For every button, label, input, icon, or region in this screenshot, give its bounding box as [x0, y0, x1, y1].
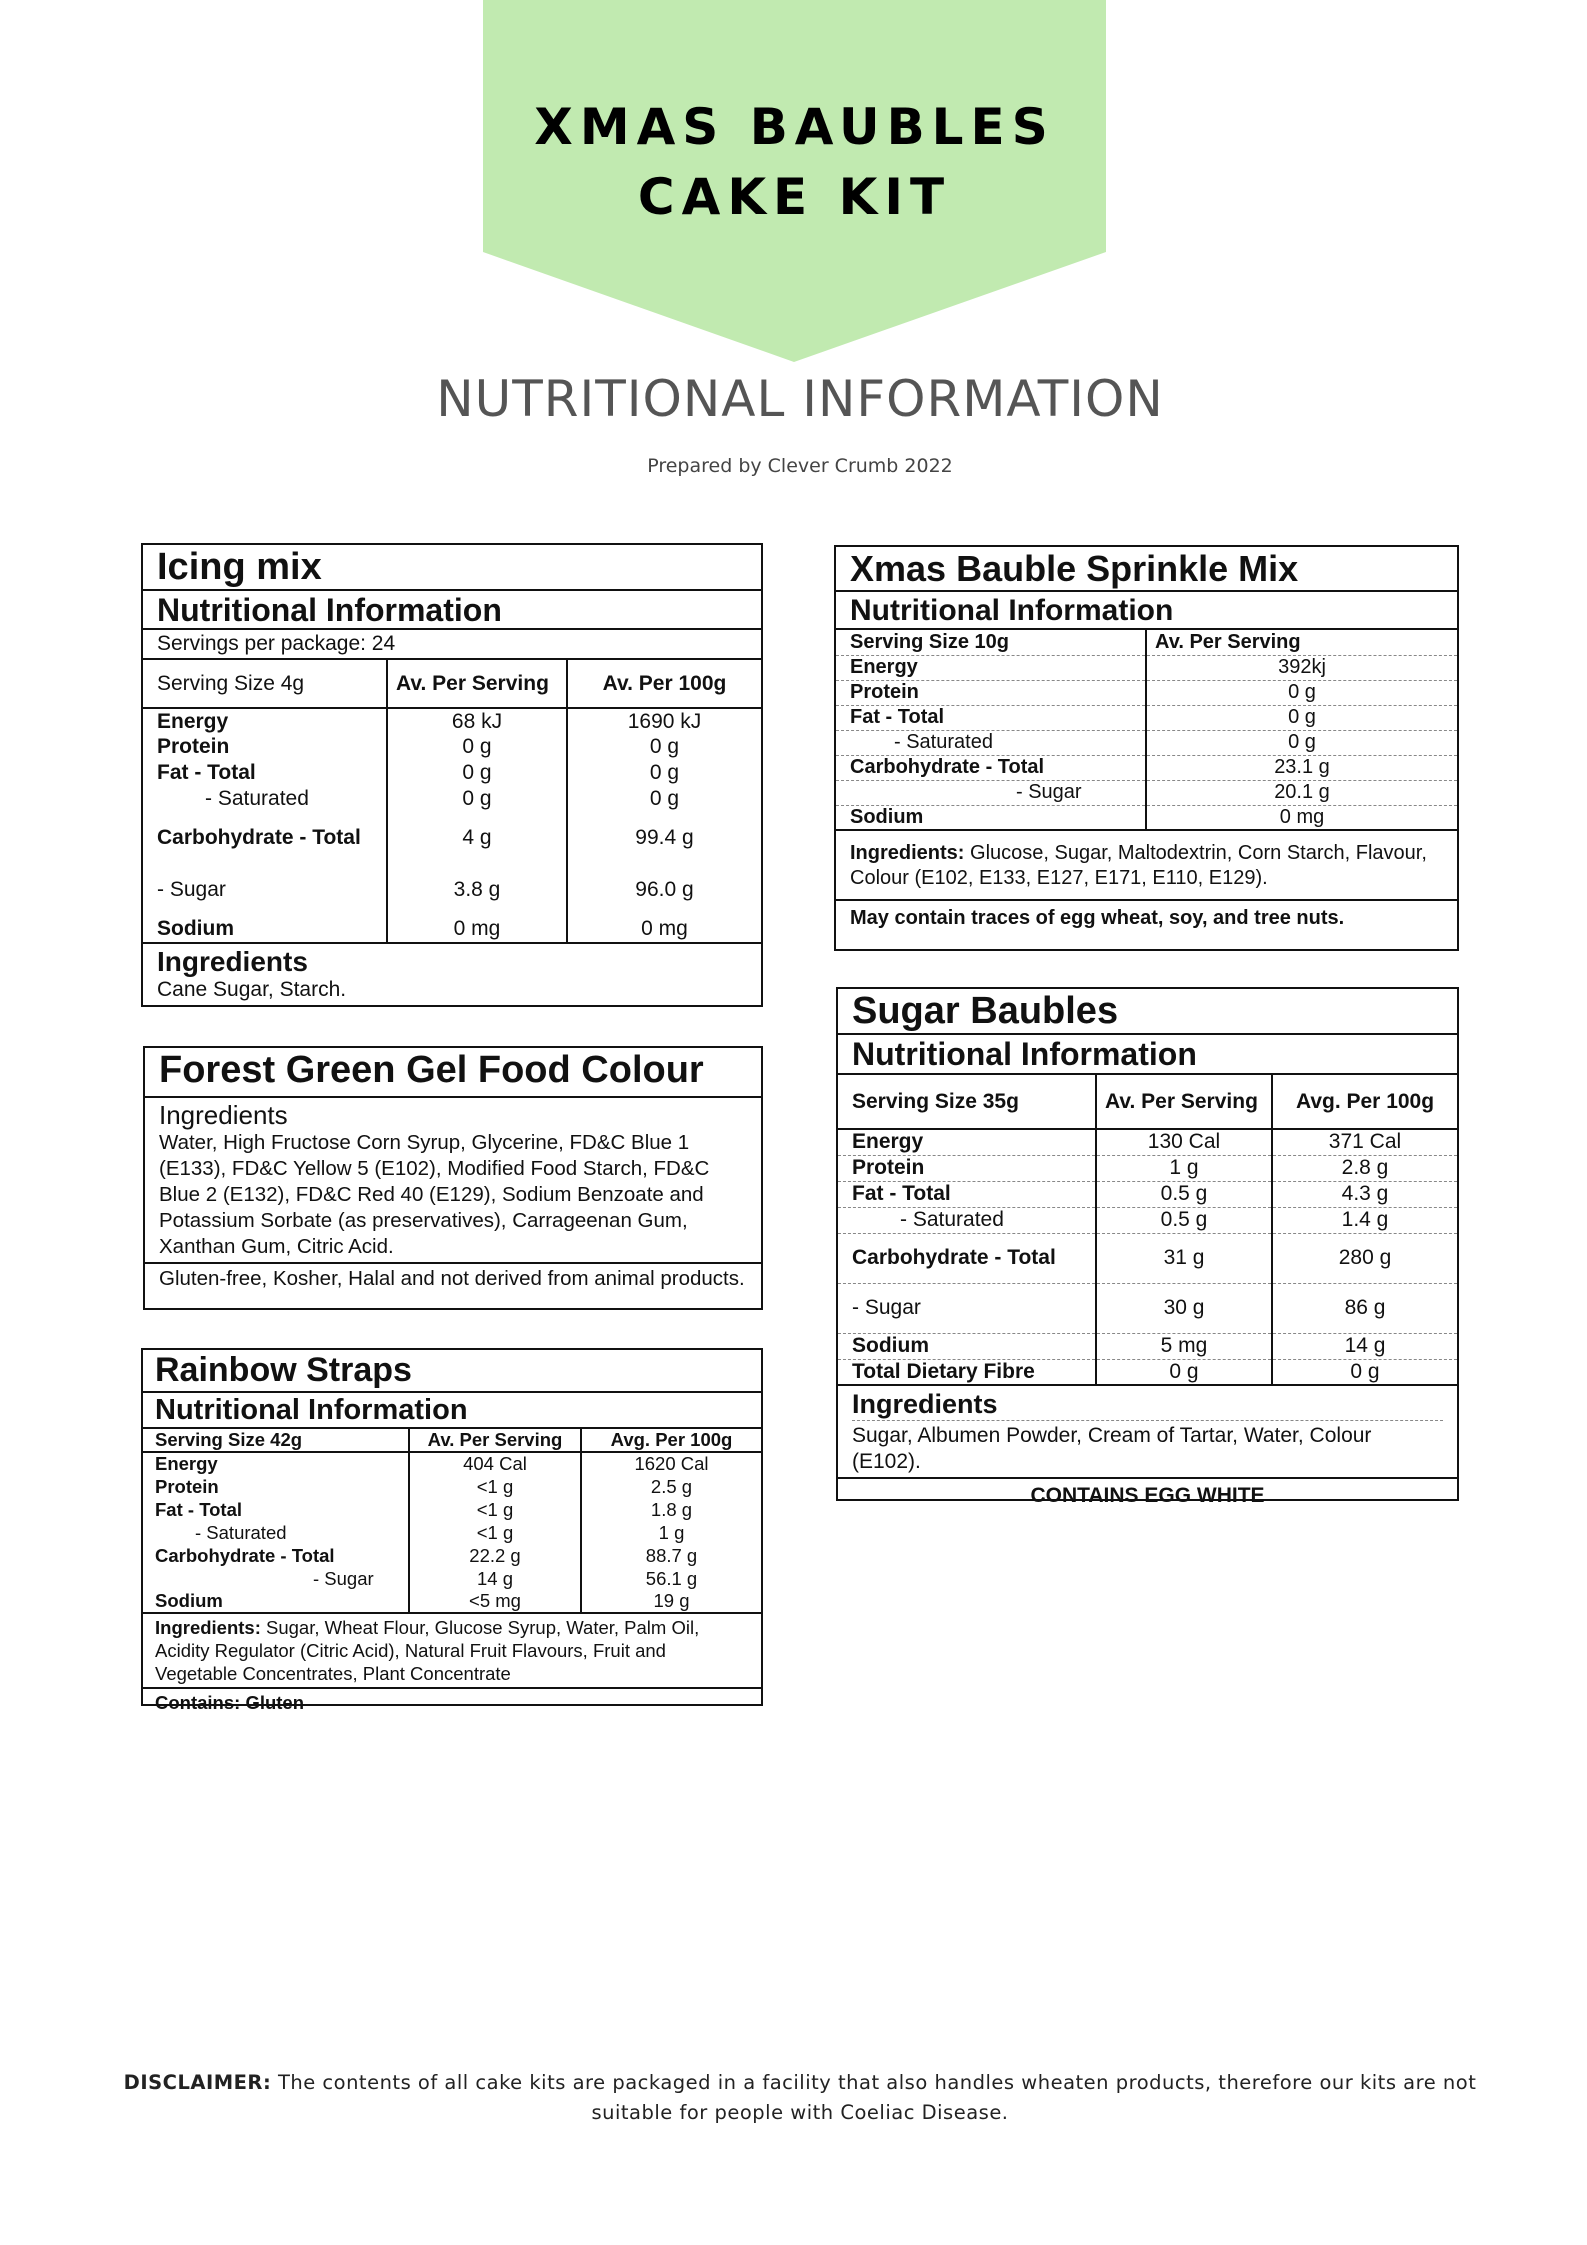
- table-row: [143, 1590, 761, 1613]
- row-value: 1 g: [1096, 1155, 1272, 1181]
- row-value: 0 g: [1272, 1359, 1457, 1385]
- table-row: [838, 1233, 1457, 1283]
- panel-subtitle: Nutritional Information: [836, 592, 1457, 630]
- panel-title: Icing mix: [143, 545, 761, 591]
- ingredients-section: [143, 1614, 761, 1689]
- ingredients-text: Sugar, Wheat Flour, Glucose Syrup, Water, Palm Oil, Acidity Regulator (Citric Acid), Natural Fruit Flavours, Fruit and Vegetable Concentrates, Plant Concentrate: [155, 1617, 700, 1684]
- row-label: Protein: [155, 1475, 219, 1497]
- row-value: 0 g: [387, 734, 567, 760]
- col-header-serving: Av. Per Serving: [409, 1429, 581, 1452]
- row-label: - Sugar: [838, 1283, 1096, 1333]
- table-header-row: [143, 660, 761, 708]
- row-value: 0 mg: [1146, 805, 1457, 830]
- row-value: 0 g: [1146, 730, 1457, 755]
- row-value: 0.5 g: [1096, 1181, 1272, 1207]
- row-label: Fat - Total: [836, 705, 1146, 730]
- row-label: Protein: [157, 735, 230, 759]
- row-value: 280 g: [1272, 1233, 1457, 1283]
- table-row: [836, 780, 1457, 805]
- row-value: 14 g: [409, 1567, 581, 1590]
- table-row: [143, 916, 761, 942]
- row-value: 23.1 g: [1146, 755, 1457, 780]
- rainbow-straps-panel: [141, 1348, 763, 1713]
- row-value: 130 Cal: [1096, 1129, 1272, 1155]
- table-row: [838, 1359, 1457, 1385]
- row-value: 56.1 g: [581, 1567, 761, 1590]
- serving-size: Serving Size 4g: [157, 671, 305, 695]
- row-value: 0 g: [567, 786, 761, 812]
- ingredients-heading: Ingredients: [159, 1100, 288, 1130]
- table-row: [836, 705, 1457, 730]
- serving-size: Serving Size 10g: [836, 630, 1146, 655]
- row-label: - Saturated: [205, 787, 309, 811]
- allergen-warning: May contain traces of egg wheat, soy, and tree nuts.: [850, 907, 1345, 929]
- row-value: 1620 Cal: [581, 1452, 761, 1475]
- row-value: 0 g: [387, 786, 567, 812]
- dietary-note: Gluten-free, Kosher, Halal and not derived from animal products.: [159, 1267, 745, 1290]
- col-header-serving: Av. Per Serving: [1146, 630, 1457, 655]
- table-row: [143, 812, 761, 864]
- panel-title: Forest Green Gel Food Colour: [145, 1048, 761, 1098]
- table-row: [836, 730, 1457, 755]
- row-value: 88.7 g: [581, 1544, 761, 1567]
- row-label: Carbohydrate - Total: [836, 755, 1146, 780]
- row-value: 2.5 g: [581, 1475, 761, 1498]
- row-value: 30 g: [1096, 1283, 1272, 1333]
- row-label: Carbohydrate - Total: [155, 1544, 335, 1566]
- table-row: [838, 1283, 1457, 1333]
- panel-title: Rainbow Straps: [143, 1350, 761, 1393]
- sprinkle-mix-panel: [834, 545, 1459, 951]
- row-value: 0 g: [1096, 1359, 1272, 1385]
- table-row: [838, 1129, 1457, 1155]
- row-value: 14 g: [1272, 1333, 1457, 1359]
- row-label: Energy: [836, 655, 1146, 680]
- row-label: - Saturated: [195, 1521, 287, 1543]
- ingredients-label: Ingredients:: [155, 1617, 261, 1638]
- table-header-row: [838, 1075, 1457, 1129]
- row-label: Sodium: [836, 805, 1146, 830]
- table-row: [143, 734, 761, 760]
- row-value: <5 mg: [409, 1590, 581, 1613]
- ingredients-heading: Ingredients: [852, 1388, 1443, 1421]
- row-label: - Saturated: [836, 730, 1146, 755]
- row-label: Fat - Total: [157, 761, 256, 785]
- row-value: 0 g: [1146, 705, 1457, 730]
- table-header-row: [143, 1429, 761, 1452]
- row-label: Protein: [836, 680, 1146, 705]
- row-label: Carbohydrate - Total: [838, 1233, 1096, 1283]
- row-label: - Sugar: [836, 780, 1146, 805]
- panel-subtitle: Nutritional Information: [838, 1035, 1457, 1075]
- row-value: <1 g: [409, 1521, 581, 1544]
- table-row: [143, 1475, 761, 1498]
- banner-line-2: CAKE KIT: [637, 168, 952, 226]
- nutrition-table: [143, 1429, 761, 1614]
- row-label: Sodium: [157, 917, 234, 941]
- table-row: [143, 1521, 761, 1544]
- disclaimer-label: DISCLAIMER:: [123, 2071, 272, 2094]
- row-value: 86 g: [1272, 1283, 1457, 1333]
- nutrition-table: [836, 630, 1457, 831]
- ingredients-section: [145, 1098, 761, 1264]
- ingredients-section: [836, 831, 1457, 901]
- table-row: [143, 1498, 761, 1521]
- row-value: 4.3 g: [1272, 1181, 1457, 1207]
- table-row: [143, 786, 761, 812]
- row-value: 371 Cal: [1272, 1129, 1457, 1155]
- row-value: 392kj: [1146, 655, 1457, 680]
- row-label: Total Dietary Fibre: [838, 1359, 1096, 1385]
- table-row: [836, 755, 1457, 780]
- panel-title: Sugar Baubles: [838, 989, 1457, 1035]
- row-value: 22.2 g: [409, 1544, 581, 1567]
- table-row: [838, 1333, 1457, 1359]
- banner-title: [483, 92, 1106, 232]
- col-header-100g: Avg. Per 100g: [1272, 1075, 1457, 1129]
- table-row: [836, 680, 1457, 705]
- row-value: <1 g: [409, 1475, 581, 1498]
- disclaimer: [120, 2068, 1480, 2128]
- row-value: 68 kJ: [387, 708, 567, 734]
- table-row: [143, 864, 761, 916]
- row-value: 1.4 g: [1272, 1207, 1457, 1233]
- row-value: 1.8 g: [581, 1498, 761, 1521]
- row-label: - Saturated: [838, 1207, 1096, 1233]
- disclaimer-text: The contents of all cake kits are packaged in a facility that also handles wheaten products, therefore our kits are not suitable for people with Coeliac Disease.: [271, 2071, 1477, 2124]
- allergen-warning: CONTAINS EGG WHITE: [1030, 1484, 1265, 1507]
- row-value: 5 mg: [1096, 1333, 1272, 1359]
- table-row: [143, 1567, 761, 1590]
- col-header-serving: Av. Per Serving: [1096, 1075, 1272, 1129]
- table-row: [838, 1181, 1457, 1207]
- row-value: 2.8 g: [1272, 1155, 1457, 1181]
- ingredients-text: Water, High Fructose Corn Syrup, Glycerine, FD&C Blue 1 (E133), FD&C Yellow 5 (E102), Modified Food Starch, FD&C Blue 2 (E132), FD&C Red 40 (E129), Sodium Benzoate and Potassium Sorbate (as preservatives), Carrageenan Gum, Xanthan Gum, Citric Acid.: [159, 1131, 710, 1258]
- row-value: 3.8 g: [387, 864, 567, 916]
- row-label: Energy: [157, 709, 229, 733]
- row-label: Energy: [838, 1129, 1096, 1155]
- row-value: 20.1 g: [1146, 780, 1457, 805]
- row-value: 99.4 g: [567, 812, 761, 864]
- col-header-serving: Av. Per Serving: [387, 660, 567, 708]
- banner-line-1: XMAS BAUBLES: [534, 98, 1055, 156]
- row-label: Fat - Total: [838, 1181, 1096, 1207]
- row-label: Protein: [838, 1155, 1096, 1181]
- table-row: [838, 1155, 1457, 1181]
- table-row: [836, 805, 1457, 830]
- nutrition-table: [143, 660, 761, 942]
- table-row: [143, 1452, 761, 1475]
- ingredients-section: [143, 942, 761, 1004]
- table-header-row: [836, 630, 1457, 655]
- page-subtitle: Prepared by Clever Crumb 2022: [647, 455, 953, 477]
- nutrition-table: [838, 1075, 1457, 1386]
- row-label: Fat - Total: [155, 1498, 243, 1520]
- row-label: Carbohydrate - Total: [157, 826, 361, 850]
- table-row: [143, 708, 761, 734]
- row-label: - Sugar: [157, 878, 226, 902]
- row-value: 31 g: [1096, 1233, 1272, 1283]
- row-value: 0 mg: [567, 916, 761, 942]
- row-value: 0.5 g: [1096, 1207, 1272, 1233]
- row-value: 404 Cal: [409, 1452, 581, 1475]
- row-value: 1 g: [581, 1521, 761, 1544]
- row-value: 19 g: [581, 1590, 761, 1613]
- servings-per-package: Servings per package: 24: [143, 630, 761, 660]
- col-header-100g: Av. Per 100g: [567, 660, 761, 708]
- panel-subtitle: Nutritional Information: [143, 1393, 761, 1429]
- table-row: [836, 655, 1457, 680]
- row-value: 0 g: [387, 760, 567, 786]
- ingredients-heading: Ingredients: [157, 946, 308, 978]
- row-label: - Sugar: [313, 1567, 374, 1589]
- sugar-baubles-panel: [836, 987, 1459, 1507]
- forest-green-gel-panel: [143, 1046, 763, 1310]
- table-row: [143, 760, 761, 786]
- title-banner: [483, 0, 1106, 362]
- row-label: Energy: [155, 1453, 218, 1474]
- row-label: Sodium: [143, 1590, 409, 1613]
- icing-mix-panel: [141, 543, 763, 1007]
- table-row: [838, 1207, 1457, 1233]
- ingredients-section: [838, 1386, 1457, 1481]
- row-value: 96.0 g: [567, 864, 761, 916]
- page-title: NUTRITIONAL INFORMATION: [436, 370, 1164, 428]
- table-row: [143, 1544, 761, 1567]
- ingredients-text: Cane Sugar, Starch.: [157, 978, 347, 1002]
- row-label: Sodium: [838, 1333, 1096, 1359]
- panel-subtitle: Nutritional Information: [143, 591, 761, 630]
- serving-size: Serving Size 42g: [143, 1429, 409, 1452]
- ingredients-text: Sugar, Albumen Powder, Cream of Tartar, Water, Colour (E102).: [838, 1421, 1457, 1479]
- panel-title: Xmas Bauble Sprinkle Mix: [836, 547, 1457, 592]
- ingredients-label: Ingredients:: [850, 842, 965, 864]
- col-header-100g: Avg. Per 100g: [581, 1429, 761, 1452]
- allergen-warning: Contains: Gluten: [155, 1692, 305, 1713]
- row-value: 4 g: [387, 812, 567, 864]
- row-value: 1690 kJ: [567, 708, 761, 734]
- row-value: 0 g: [567, 734, 761, 760]
- row-value: <1 g: [409, 1498, 581, 1521]
- serving-size: Serving Size 35g: [838, 1075, 1096, 1129]
- row-value: 0 g: [1146, 680, 1457, 705]
- row-value: 0 mg: [387, 916, 567, 942]
- ingredients-text: Glucose, Sugar, Maltodextrin, Corn Starch, Flavour, Colour (E102, E133, E127, E171, E110, E129).: [850, 842, 1427, 889]
- row-value: 0 g: [567, 760, 761, 786]
